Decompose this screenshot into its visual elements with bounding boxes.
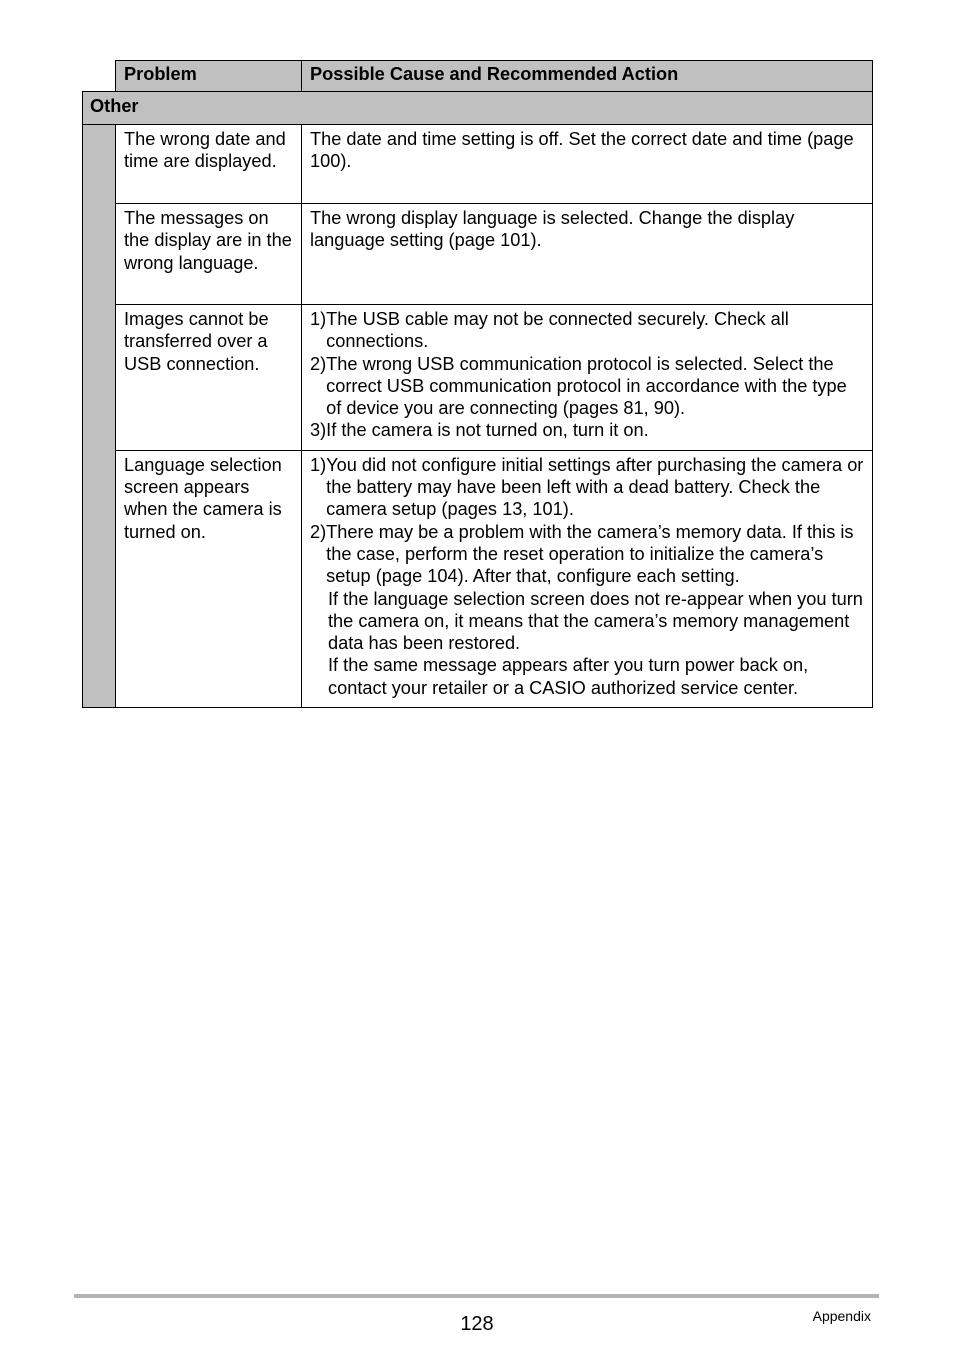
list-item-number: 1) <box>310 309 327 329</box>
list-item-text: You did not configure initial settings after purchasing the camera or the battery may have been left with a dead battery. Check the camera setup (pages 13, 101). <box>326 454 864 520</box>
problem-cell: The wrong date and time are displayed. <box>116 125 302 204</box>
list-item-text: There may be a problem with the camera’s memory data. If this is the case, perform the reset operation to initialize the camera’s setup (page 104). After that, configure each setting. <box>326 521 854 587</box>
table-row <box>83 204 873 305</box>
cause-cell <box>302 450 873 707</box>
cause-cell: The wrong display language is selected. Change the display language setting (page 101). <box>302 204 873 305</box>
list-item-number: 3) <box>310 420 327 441</box>
list-item <box>310 454 864 521</box>
header-blank-cell <box>83 61 116 92</box>
problem-cell: Images cannot be transferred over a USB connection. <box>116 305 302 451</box>
header-problem: Problem <box>116 61 302 92</box>
table-header-row <box>83 61 873 92</box>
problem-cell: The messages on the display are in the wrong language. <box>116 204 302 305</box>
list-item <box>310 308 864 353</box>
header-cause: Possible Cause and Recommended Action <box>302 61 873 92</box>
section-stripe <box>83 125 116 708</box>
list-item <box>310 521 864 588</box>
list-item-number: 2) <box>310 353 327 374</box>
cause-cell <box>302 305 873 451</box>
list-item-text: The wrong USB communication protocol is selected. Select the correct USB communication protocol in accordance with the type of device you are connecting (pages 81, 90). <box>326 353 847 419</box>
list-item-text: The USB cable may not be connected securely. Check all connections. <box>326 309 789 352</box>
footer-section-name: Appendix <box>812 1308 871 1324</box>
cause-cell: The date and time setting is off. Set the correct date and time (page 100). <box>302 125 873 204</box>
troubleshooting-table <box>82 60 873 708</box>
list-item-number: 2) <box>310 521 327 542</box>
page-number: 128 <box>460 1313 494 1335</box>
list-item <box>310 419 864 441</box>
note-paragraph: If the language selection screen does not re-appear when you turn the camera on, it means that the camera’s memory management data has been restored. <box>328 588 863 654</box>
section-title: Other <box>83 92 873 125</box>
list-item-number: 1) <box>310 454 327 475</box>
section-row <box>83 92 873 125</box>
table-row <box>83 305 873 451</box>
problem-cell: Language selection screen appears when the camera is turned on. <box>116 450 302 707</box>
list-item <box>310 353 864 420</box>
footer-divider <box>74 1294 879 1298</box>
list-item-text: If the camera is not turned on, turn it on. <box>326 420 649 441</box>
note-paragraph: If the same message appears after you turn power back on, contact your retailer or a CASIO authorized service center. <box>328 655 809 698</box>
table-row <box>83 125 873 204</box>
table-row <box>83 450 873 707</box>
